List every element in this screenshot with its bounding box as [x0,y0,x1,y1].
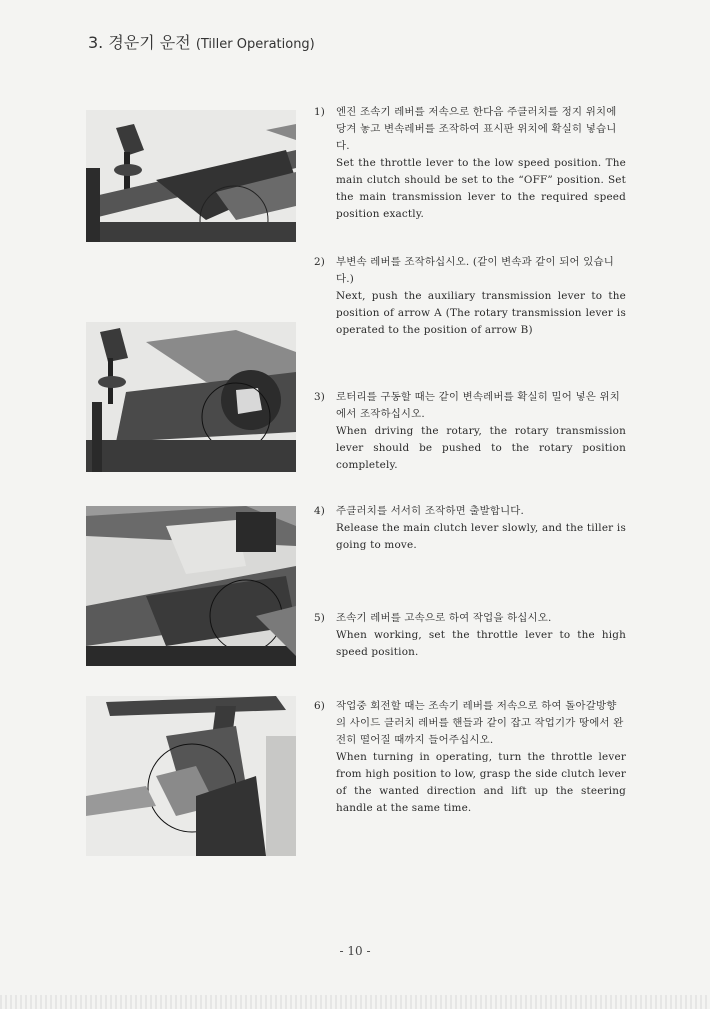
step-english-text: When turning in operating, turn the throttle lever from high position to low, grasp the side clutch lever of the wanted direction and lift up the steering handle at the same time. [336,751,626,814]
step-english-text: When working, set the throttle lever to the high speed position. [336,629,626,658]
step-1 [314,104,626,223]
photo-auxiliary-lever [86,322,296,472]
step-4-korean-block [314,503,626,520]
step-korean-text: 부변속 레버를 조작하십시오. (같이 변속과 같이 되어 있습니다.) [336,256,614,285]
photo-main-clutch [86,506,296,666]
step-2-korean-block [314,254,626,288]
step-korean-text: 주클러치를 서서히 조작하면 출발합니다. [336,505,525,517]
step-4 [314,503,626,554]
scan-edge-artifact [0,995,710,1009]
photo-throttle-lever [86,110,296,242]
step-english-text: Release the main clutch lever slowly, and the tiller is going to move. [336,522,626,551]
step-english-text: Next, push the auxiliary transmission lever to the position of arrow A (The rotary transmission lever is operated to the position of arrow B) [336,290,626,336]
step-5 [314,610,626,661]
page-number: - 10 - [339,944,371,958]
step-number: 3) [314,391,326,403]
step-korean-text: 작업중 회전할 때는 조속기 레버를 저속으로 하여 돌아갈방향의 사이드 클러치 레버를 핸들과 같이 잡고 작업기가 땅에서 완전히 떨어질 때까지 들어주십시오. [336,700,624,746]
step-3-korean-block [314,389,626,423]
step-6 [314,698,626,817]
step-english-text: Set the throttle lever to the low speed position. The main clutch should be set to the “OFF” position. Set the main transmission lever to the required speed position exactly. [336,157,626,220]
section-title-english: (Tiller Operationg) [195,37,315,52]
step-korean-text: 조속기 레버를 고속으로 하여 작업을 하십시오. [336,612,552,624]
step-korean-text: 로터리를 구동할 때는 같이 변속레버를 확실히 밀어 넣은 위치에서 조작하십시오. [336,391,620,420]
step-number: 1) [314,106,326,118]
step-2 [314,254,626,339]
step-6-korean-block [314,698,626,749]
step-number: 4) [314,505,326,517]
page-title [88,30,315,53]
step-number: 5) [314,612,326,624]
step-3 [314,389,626,474]
step-korean-text: 엔진 조속기 레버를 저속으로 한다음 주클러치를 정지 위치에 당겨 놓고 변속레버를 조작하여 표시판 위치에 확실히 넣습니다. [336,106,617,152]
section-title-korean: 3. 경운기 운전 [88,33,191,52]
step-1-korean-block [314,104,626,155]
step-number: 2) [314,256,326,268]
photo-turning [86,696,296,856]
step-5-korean-block [314,610,626,627]
step-english-text: When driving the rotary, the rotary transmission lever should be pushed to the rotary position completely. [336,425,626,471]
step-number: 6) [314,700,326,712]
